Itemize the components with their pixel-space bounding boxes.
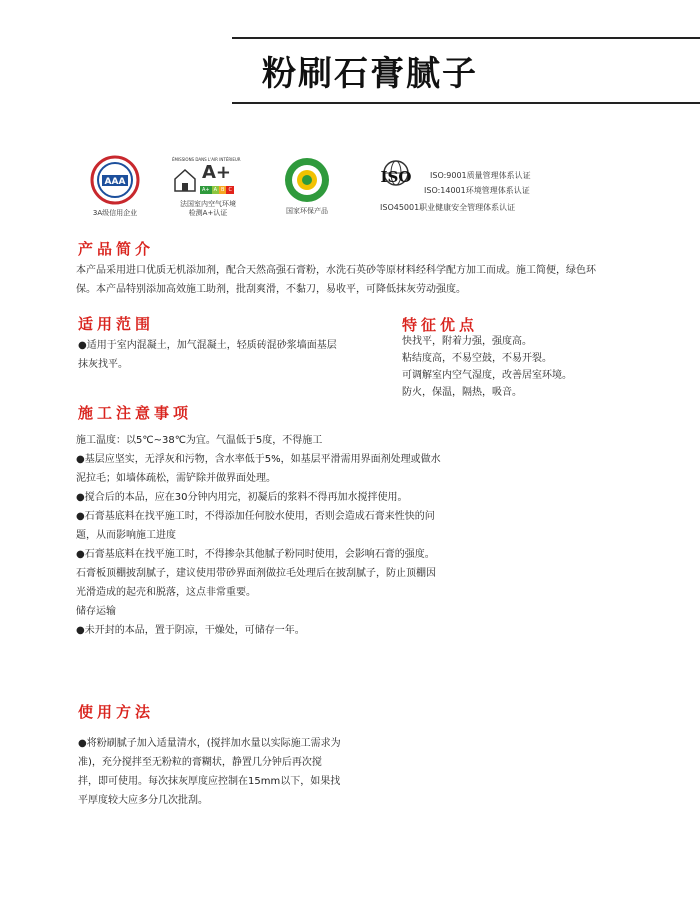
usage-line: 平厚度较大应多分几次批刮。	[78, 795, 208, 806]
notes-line: ●石膏基底料在找平施工时，不得添加任何胶水使用，否则会造成石膏来性快的问	[76, 511, 435, 522]
eco-seal-icon	[284, 157, 330, 203]
feature-line: 快找平，附着力强，强度高。	[402, 336, 532, 347]
notes-line: ●基层应坚实，无浮灰和污物，含水率低于5%，如基层平滑需用界面剂处理或做水	[76, 454, 441, 465]
aplus-header: ÉMISSIONS DANS L'AIR INTÉRIEUR	[172, 157, 241, 162]
aplus-scale	[200, 186, 234, 194]
iso-logo	[376, 160, 416, 196]
feature-line: 可调解室内空气湿度，改善居室环境。	[402, 370, 572, 381]
title-rule-top	[232, 37, 700, 39]
page-title: 粉刷石膏腻子	[262, 54, 478, 94]
eco-cert	[272, 157, 342, 216]
notes-line: 题，从而影响施工进度	[76, 530, 176, 541]
aplus-cert	[172, 157, 244, 218]
usage-text	[78, 734, 341, 810]
aplus-caption-1: 法国室内空气环境	[180, 200, 236, 208]
aplus-grade: A+	[202, 162, 232, 183]
aaa-badge-text: AAA	[104, 177, 126, 187]
notes-text	[76, 431, 441, 640]
intro-heading: 产品简介	[78, 240, 155, 258]
usage-line: ●将粉刷腻子加入适量清水，(搅拌加水量以实际施工需求为	[78, 738, 341, 749]
aplus-caption-2: 检测A+认证	[188, 209, 228, 217]
intro-line: 保。本产品特别添加高效施工助剂，批刮爽滑，不黏刀，易收平，可降低抹灰劳动强度。	[76, 284, 466, 295]
usage-line: 准)，充分搅拌至无粉粒的膏糊状，静置几分钟后再次搅	[78, 757, 322, 768]
notes-line: ●石膏基底料在找平施工时，不得掺杂其他腻子粉同时使用，会影响石膏的强度。	[76, 549, 435, 560]
scale-b: B	[221, 187, 225, 193]
features-text	[402, 333, 572, 401]
house-icon	[174, 168, 196, 192]
scope-line: ●适用于室内混凝土，加气混凝土，轻质砖混砂浆墙面基层	[78, 340, 337, 351]
iso-line-14001: ISO:14001环境管理体系认证	[424, 186, 530, 195]
aaa-caption: 3A级信用企业	[92, 209, 138, 217]
intro-line: 本产品采用进口优质无机添加剂，配合天然高强石膏粉，水洗石英砂等原材料经科学配方加工而成。施工简便，绿色环	[76, 265, 596, 276]
notes-line: 光滑造成的起壳和脱落，这点非常重要。	[76, 587, 256, 598]
scope-heading: 适用范围	[78, 315, 155, 333]
features-heading: 特征优点	[402, 316, 479, 334]
feature-line: 粘结度高，不易空鼓，不易开裂。	[402, 353, 552, 364]
scale-c: C	[228, 187, 232, 193]
usage-heading: 使用方法	[78, 703, 155, 721]
scale-a: A	[213, 187, 218, 193]
usage-line: 拌，即可使用。每次抹灰厚度应控制在15mm以下，如果找	[78, 776, 341, 787]
iso-line-9001: ISO:9001质量管理体系认证	[430, 171, 531, 180]
notes-line: 泥拉毛；如墙体疏松，需铲除并做界面处理。	[76, 473, 276, 484]
aaa-seal-icon	[90, 155, 140, 205]
scale-a-plus: A+	[202, 187, 210, 193]
notes-line: ●未开封的本品，置于阴凉，干燥处，可储存一年。	[76, 625, 305, 636]
eco-caption: 国家环保产品	[286, 207, 328, 215]
notes-heading: 施工注意事项	[78, 404, 193, 422]
aaa-credit-cert	[82, 155, 148, 218]
scope-line: 抹灰找平。	[78, 359, 128, 370]
notes-line: 储存运输	[76, 606, 116, 617]
feature-line: 防火，保温，隔热，吸音。	[402, 387, 522, 398]
scope-text	[78, 336, 337, 374]
notes-line: 施工温度：以5℃~38℃为宜。气温低于5度，不得施工	[76, 435, 323, 446]
title-rule-bottom	[232, 102, 700, 104]
intro-text	[76, 261, 596, 299]
iso-line-45001: ISO45001职业健康安全管理体系认证	[380, 203, 516, 212]
notes-line: ●搅合后的本品，应在30分钟内用完，初凝后的浆料不得再加水搅拌使用。	[76, 492, 408, 503]
notes-line: 石膏板顶棚披刮腻子，建议使用带砂界面剂做拉毛处理后在披刮腻子，防止顶棚因	[76, 568, 436, 579]
iso-logo-text: ISO	[380, 168, 412, 186]
